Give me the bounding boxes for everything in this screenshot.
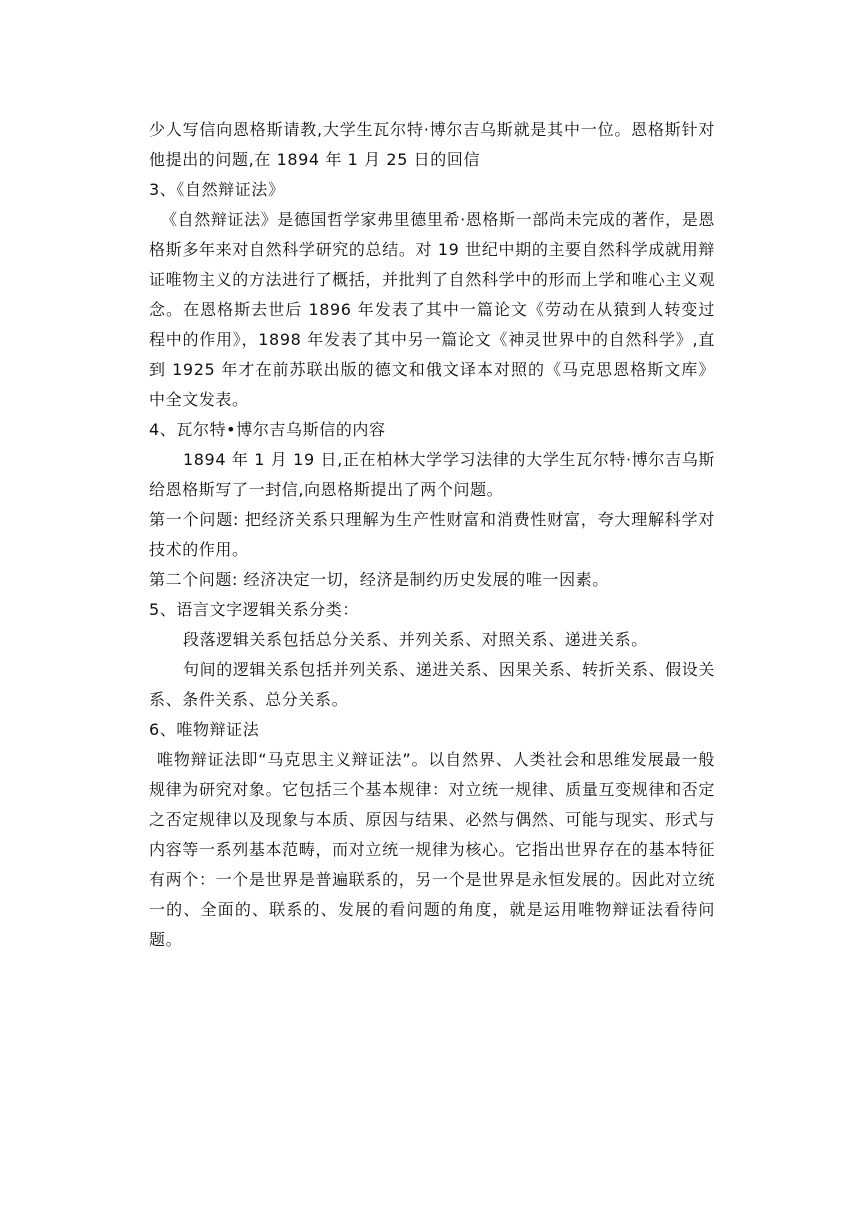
paragraph-dialectics-of-nature: 《自然辩证法》是德国哲学家弗里德里希·恩格斯一部尚未完成的著作，是恩格斯多年来对自然科学研究的总结。对 19 世纪中期的主要自然科学成就用辩证唯物主义的方法进行了概括，并批判了自然科学中的形而上学和唯心主义观念。在恩格斯去世后 1896 年发表了其中一篇论文《劳动在从猿到人转变过程中的作用》，1898 年发表了其中另一篇论文《神灵世界中的自然科学》,直到 1925 年才在前苏联出版的德文和俄文译本对照的《马克思恩格斯文库》中全文发表。 bbox=[149, 210, 715, 409]
heading-materialist-dialectics: 6、唯物辩证法 bbox=[149, 720, 260, 739]
document-body bbox=[149, 115, 715, 955]
heading-dialectics-of-nature: 3、《自然辩证法》 bbox=[149, 180, 285, 199]
paragraph-intro: 少人写信向恩格斯请教,大学生瓦尔特·博尔吉乌斯就是其中一位。恩格斯针对他提出的问题,在 1894 年 1 月 25 日的回信 bbox=[149, 120, 715, 169]
heading-borgius-letter: 4、瓦尔特•博尔吉乌斯信的内容 bbox=[149, 420, 386, 439]
paragraph-sentence-logic: 句间的逻辑关系包括并列关系、递进关系、因果关系、转折关系、假设关系、条件关系、总分关系。 bbox=[149, 660, 715, 709]
heading-logic-relations: 5、语言文字逻辑关系分类： bbox=[149, 600, 359, 619]
paragraph-question-two: 第二个问题: 经济决定一切，经济是制约历史发展的唯一因素。 bbox=[149, 570, 609, 589]
paragraph-borgius-letter: 1894 年 1 月 19 日,正在柏林大学学习法律的大学生瓦尔特·博尔吉乌斯给恩格斯写了一封信,向恩格斯提出了两个问题。 bbox=[149, 450, 715, 499]
paragraph-paragraph-logic: 段落逻辑关系包括总分关系、并列关系、对照关系、递进关系。 bbox=[183, 630, 648, 649]
paragraph-question-one: 第一个问题: 把经济关系只理解为生产性财富和消费性财富，夸大理解科学对技术的作用。 bbox=[149, 510, 715, 559]
paragraph-materialist-dialectics: 唯物辩证法即“马克思主义辩证法”。以自然界、人类社会和思维发展最一般规律为研究对象。它包括三个基本规律：对立统一规律、质量互变规律和否定之否定规律以及现象与本质、原因与结果、必然与偶然、可能与现实、形式与内容等一系列基本范畴，而对立统一规律为核心。它指出世界存在的基本特征有两个：一个是世界是普遍联系的，另一个是世界是永恒发展的。因此对立统一的、全面的、联系的、发展的看问题的角度，就是运用唯物辩证法看待问题。 bbox=[149, 750, 715, 949]
